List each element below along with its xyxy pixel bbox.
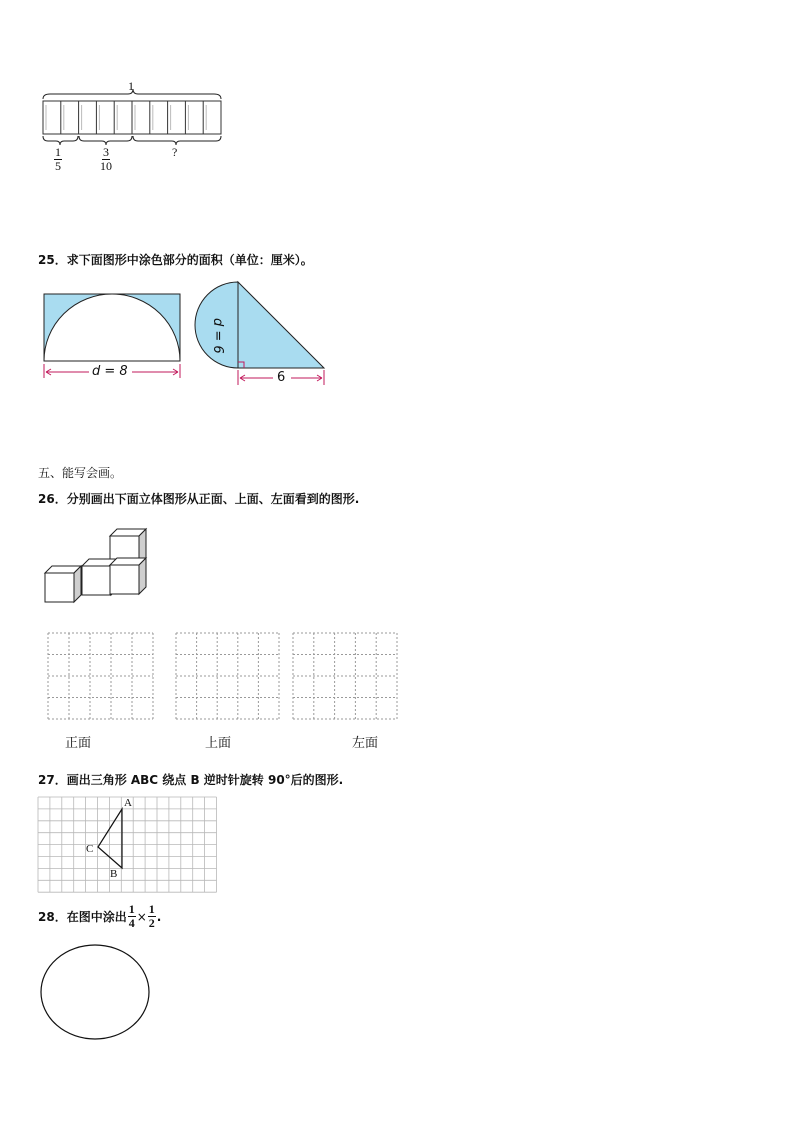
q26-label-front: 正面 xyxy=(65,736,92,751)
q27-point-b: B xyxy=(110,868,118,880)
q27-point-a: A xyxy=(124,797,132,809)
q25-title: 25．求下面图形中涂色部分的面积（单位：厘米）。 xyxy=(38,253,313,267)
q26-label-top: 上面 xyxy=(205,736,232,751)
strip-total-label: 1 xyxy=(128,79,134,93)
part-a-denominator: 5 xyxy=(55,159,61,174)
q26-grid-left xyxy=(293,633,397,719)
q27-point-c: C xyxy=(86,843,94,855)
q28-operator: × xyxy=(136,909,147,924)
q25-fig2-bottom-label: 6 xyxy=(277,370,286,385)
q26-label-left: 左面 xyxy=(352,736,379,751)
part-b-denominator: 10 xyxy=(100,159,112,174)
q28-frac2-numerator: 1 xyxy=(148,902,155,916)
q28-frac1-numerator: 1 xyxy=(128,902,135,916)
q26-title: 26．分别画出下面立体图形从正面、上面、左面看到的图形. xyxy=(38,492,360,506)
q27-title: 27．画出三角形 ABC 绕点 B 逆时针旋转 90°后的图形. xyxy=(38,773,344,787)
q28-frac2-denominator: 2 xyxy=(148,916,155,931)
q25-fig2-diameter-label: d = 6 xyxy=(210,318,225,354)
q28-title-suffix: . xyxy=(156,909,162,924)
q28-circle xyxy=(41,945,149,1039)
q25-fig1-diameter-label: d = 8 xyxy=(92,364,128,379)
section5-title: 五、能写会画。 xyxy=(38,466,123,480)
part-b-numerator: 3 xyxy=(103,145,109,159)
strip-part-c-label: ? xyxy=(172,145,178,159)
q28-frac1-denominator: 4 xyxy=(128,916,135,931)
q28-title-prefix: 28．在图中涂出 xyxy=(38,910,127,925)
q28-figure xyxy=(0,0,200,1060)
part-a-numerator: 1 xyxy=(55,145,61,159)
